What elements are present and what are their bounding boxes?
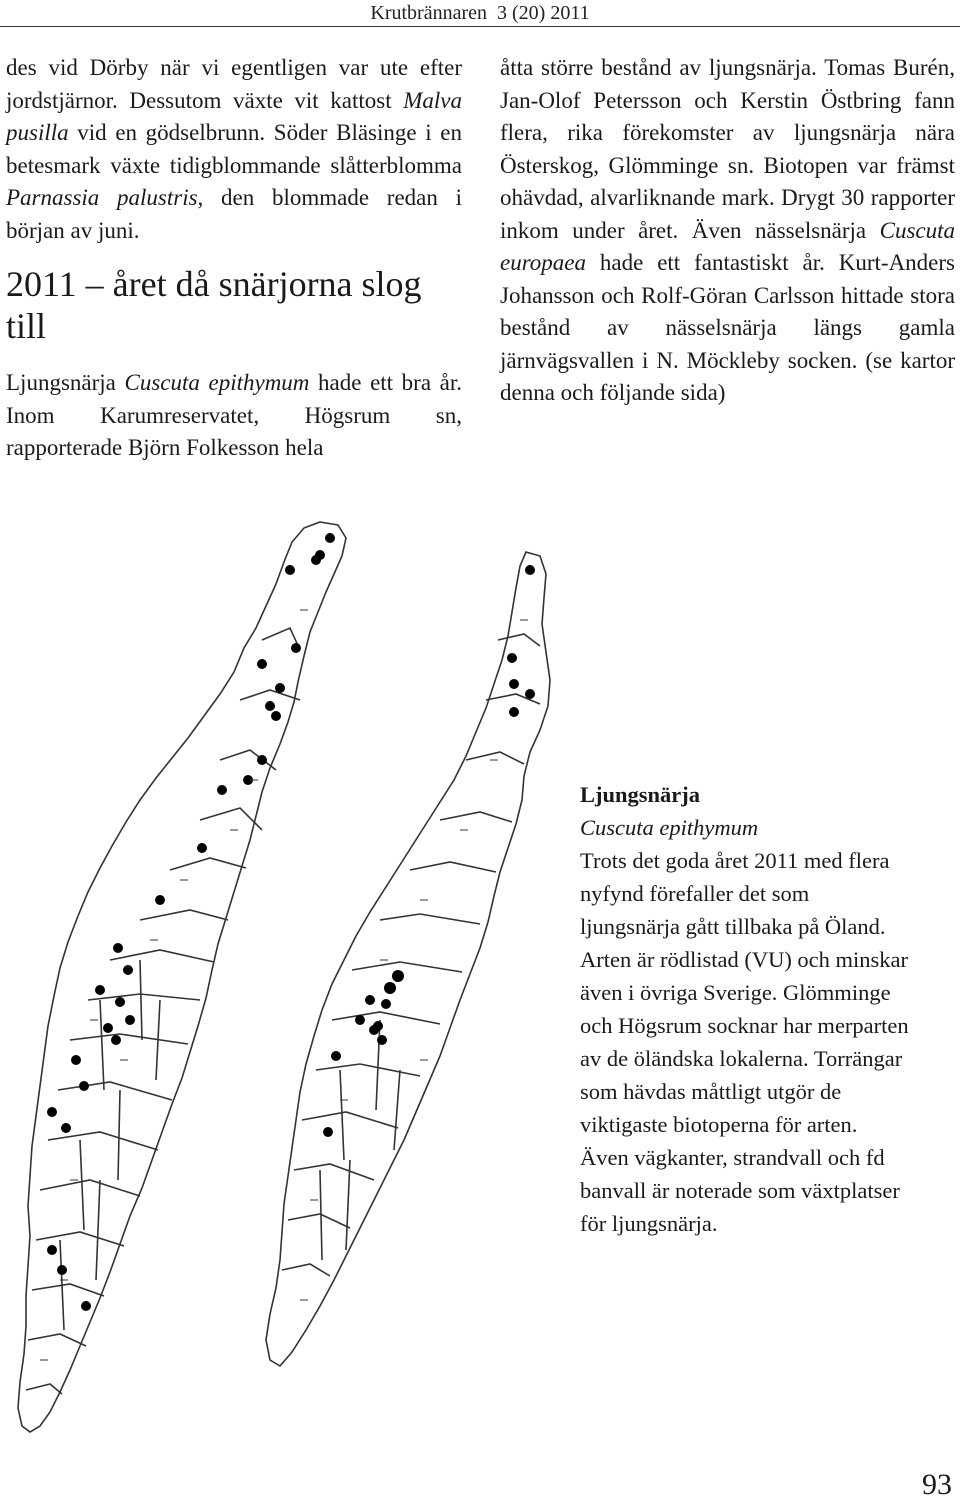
caption-latin-name xyxy=(580,811,910,844)
map-caption xyxy=(580,778,910,1240)
text-run: , den blommade redan i början av juni. xyxy=(6,185,462,243)
observation-dots-left xyxy=(47,533,335,1311)
text-run: vid en gödselbrunn. Söder Bläsinge i en betesmark växte tidigblommande slåtterblomma xyxy=(6,120,462,178)
parish-markers xyxy=(40,610,528,1360)
species-name: Cuscuta epithymum xyxy=(580,815,759,840)
text-run: hade ett fantastiskt år. Kurt-Anders Johansson och Rolf-Göran Carlsson hittade stora bestånd av nässelsnärja längs gamla järnvägsvallen i N. Möckleby socken. (se kartor denna och följande sida) xyxy=(500,250,955,405)
species-name: Parnassia palustris xyxy=(6,185,198,210)
observation-dots-right xyxy=(323,565,535,1137)
caption-title: Ljungsnärja xyxy=(580,782,701,807)
text-run: des vid Dörby när vi egentligen var ute efter jordstjärnor. Dessutom växte vit kattost xyxy=(6,55,462,113)
caption-body: Trots det goda året 2011 med flera nyfynd förefaller det som ljungsnärja gått tillbaka på Öland. Arten är rödlistad (VU) och minskar även i övriga Sverige. Glömminge och Högsrum socknar har merparten av de öländska lokalerna. Torrängar som hävdas måttligt utgör de viktigaste biotoperna för arten. Även vägkanter, strandvall och fd banvall är noterade som växtplatser för ljungsnärja. xyxy=(580,848,909,1236)
journal-title: Krutbrännaren xyxy=(370,2,488,24)
section-heading: 2011 – året då snärjorna slog till xyxy=(6,264,422,346)
parish-border xyxy=(26,628,300,1394)
species-name: Cuscuta europaea xyxy=(500,217,955,275)
species-name: Cuscuta epithymum xyxy=(124,370,310,395)
page-number: 93 xyxy=(922,1468,952,1501)
text-run: åtta större bestånd av ljungsnärja. Tomas Burén, Jan-Olof Petersson och Kerstin Östbring fann flera, rika förekomster av ljungsnärja nära Österskog, Glömminge sn. Biotopen var främst ohävdad, alvarliknande mark. Drygt 30 rapporter inkom under året. Även nässelsnärja xyxy=(500,55,955,243)
map-oland-right xyxy=(266,552,550,1366)
island-outline xyxy=(18,522,346,1432)
species-name: Malva pusilla xyxy=(6,87,462,145)
text-run: Ljungsnärja xyxy=(6,370,125,395)
map-oland-left xyxy=(18,522,346,1432)
issue-label: 3 (20) 2011 xyxy=(497,2,590,24)
island-outline xyxy=(266,552,550,1366)
text-run: hade ett bra år. Inom Karumreservatet, Högsrum sn, rapporterade Björn Folkesson hela xyxy=(6,370,463,460)
parish-border xyxy=(60,960,160,1330)
